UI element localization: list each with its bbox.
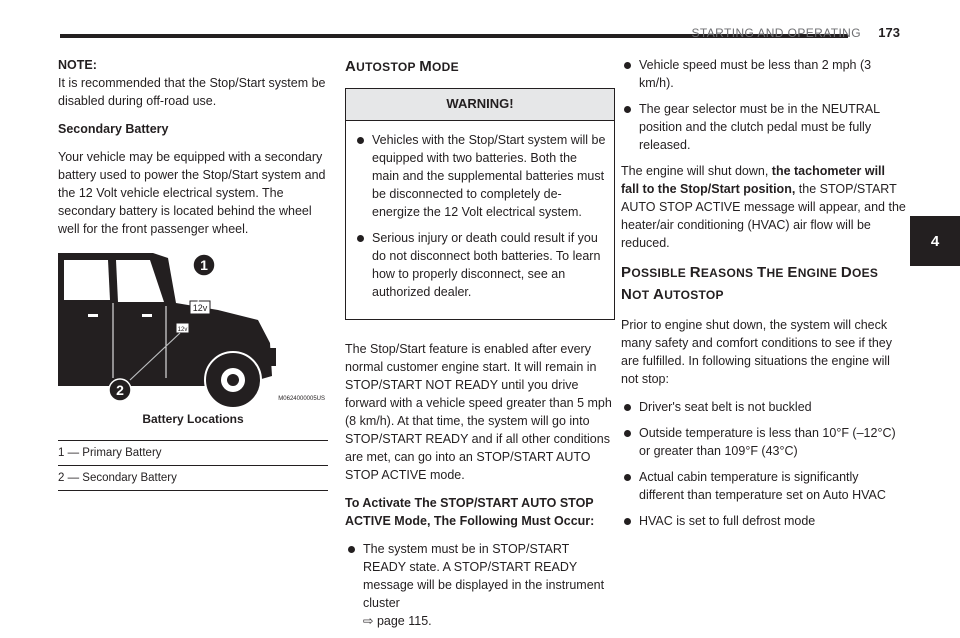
list-item: Vehicle speed must be less than 2 mph (3 km/h). [621, 56, 906, 92]
column-middle [345, 56, 615, 638]
secondary-battery-tag: 12v [177, 327, 188, 333]
column-right [621, 56, 906, 538]
activate-list [345, 540, 615, 630]
bullet-icon [624, 518, 631, 525]
note [58, 56, 328, 110]
warning-item: Serious injury or death could result if you do not disconnect both batteries. To learn how to properly disconnect, see an authorized dealer. [354, 229, 606, 301]
activate-heading: To Activate The STOP/START AUTO STOP ACTIVE Mode, The Following Must Occur: [345, 496, 595, 528]
reasons-list [621, 398, 906, 530]
callout-1-label: 1 [200, 257, 208, 273]
bullet-icon [624, 62, 631, 69]
note-text: It is recommended that the Stop/Start system be disabled during off-road use. [58, 76, 326, 108]
bullet-icon [624, 404, 631, 411]
figure-legend [58, 440, 328, 491]
list-item: The system must be in STOP/START READY state. A STOP/START READY message will be displayed in the instrument cluster ⇨ page 115. [345, 540, 615, 630]
conditions-list [621, 56, 906, 154]
primary-battery-tag: 12v [192, 303, 208, 313]
battery-locations-figure [58, 248, 326, 408]
figure-code: M0624000005US [278, 396, 325, 402]
bullet-icon [624, 474, 631, 481]
page-number: 173 [878, 25, 900, 40]
secondary-battery-heading: Secondary Battery [58, 122, 169, 136]
legend-item: 2 — Secondary Battery [58, 465, 328, 490]
callout-2-label: 2 [116, 382, 124, 398]
page-reference-link[interactable]: ⇨ page 115. [363, 614, 432, 628]
bullet-icon [624, 430, 631, 437]
bullet-icon [357, 137, 364, 144]
list-item: Actual cabin temperature is significantly different than temperature set on Auto HVAC [621, 468, 906, 504]
bullet-icon [348, 546, 355, 553]
warning-title: WARNING! [346, 89, 614, 121]
list-item: HVAC is set to full defrost mode [621, 512, 906, 530]
bullet-icon [357, 235, 364, 242]
shutdown-paragraph: The engine will shut down, the tachometer will fall to the Stop/Start position, the STOP/START AUTO STOP ACTIVE message will appear, and the heater/air conditioning (HVAC) air flow will be reduced. [621, 164, 906, 250]
reasons-intro: Prior to engine shut down, the system will check many safety and comfort conditions to see if they are fulfilled. In following situations the engine will not stop: [621, 318, 892, 386]
chapter-tab[interactable]: 4 [910, 216, 960, 266]
note-label: NOTE: [58, 58, 97, 72]
warning-item: Vehicles with the Stop/Start system will be equipped with two batteries. Both the main and the supplemental batteries must be disconnected to completely de-energize the 12 Volt electrical system. [354, 131, 606, 221]
list-item: Driver's seat belt is not buckled [621, 398, 906, 416]
legend-item: 1 — Primary Battery [58, 447, 162, 459]
autostop-mode-heading: AUTOSTOP MODE [345, 58, 459, 75]
list-item: The gear selector must be in the NEUTRAL position and the clutch pedal must be fully released. [621, 100, 906, 154]
stop-start-intro: The Stop/Start feature is enabled after every normal customer engine start. It will remain in STOP/START NOT READY until you drive forward with a vehicle speed greater than 5 mph (8 km/h). At that time, the system will go into STOP/START READY and if all other conditions are met, can go into an STOP/START AUTO STOP ACTIVE mode. [345, 342, 612, 482]
list-item: Outside temperature is less than 10°F (–12°C) or greater than 109°F (43°C) [621, 424, 906, 460]
secondary-battery-text: Your vehicle may be equipped with a secondary battery used to power the Stop/Start system and the 12 Volt vehicle electrical system. The secondary battery is located behind the wheel well for the front passenger wheel. [58, 150, 326, 236]
possible-reasons-heading: POSSIBLE REASONS THE ENGINE DOES NOT AUTOSTOP [621, 264, 879, 303]
column-left [58, 56, 328, 491]
section-title: STARTING AND OPERATING [691, 26, 861, 40]
bullet-icon [624, 106, 631, 113]
warning-list [346, 121, 614, 311]
figure-caption: Battery Locations [142, 412, 244, 426]
warning-box [345, 88, 615, 320]
